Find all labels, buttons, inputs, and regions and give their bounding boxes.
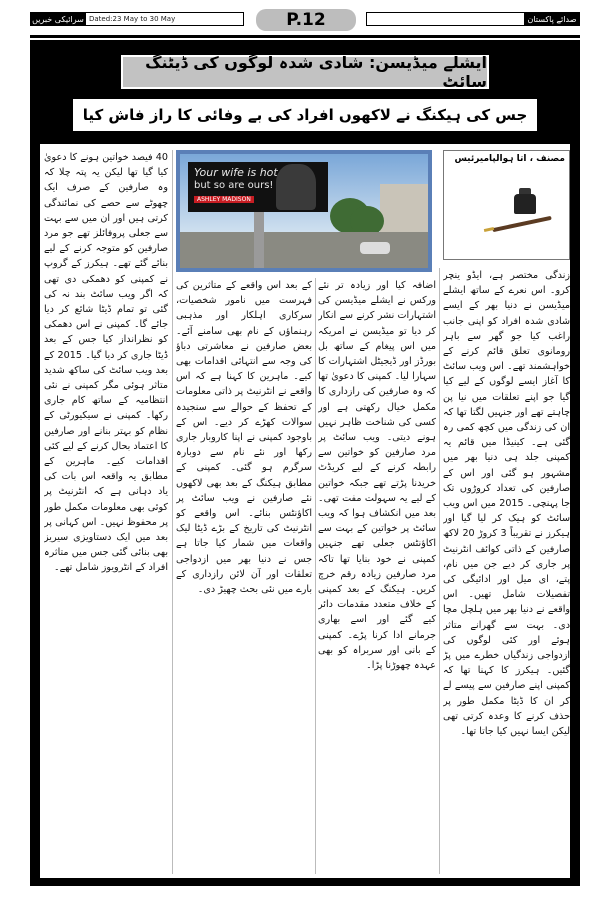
billboard-brand: ASHLEY MADISON bbox=[194, 196, 254, 203]
section-tab-left: سرائیکی خبریں bbox=[30, 12, 86, 26]
article-column-4: 40 فیصد خواتین ہونے کا دعویٰ کیا گیا تھا لیکن یہ پتہ چلا کہ وہ صارفین کے صرف ایک چھوٹے سے حصے کی نمائندگی کرتی ہیں اور ان میں سے بہت سے جعلی پروفائلز تھے جو مرد صارفین کو متوجہ کرنے کے لیے بنائے گئے تھے۔ ہیکرز کے گروپ نے کمپنی کو دھمکی دی تھی کہ اگر ویب سائٹ بند نہ کی گئی تو تمام ڈیٹا شائع کر دیا جائے گا۔ کمپنی نے اس دھمکی کو نظرانداز کیا جس کے بعد ڈیٹا جاری کر دیا گیا۔ 2015 کے بعد ویب سائٹ کی ساکھ شدید متاثر ہوئی مگر کمپنی نے نئی انتظامیہ کے ساتھ کام جاری رکھا۔ کمپنی نے سیکیورٹی کے نظام کو بہتر بنانے اور صارفین کا اعتماد بحال کرنے کے لیے کئی اقدامات کیے۔ ماہرین کے مطابق یہ واقعہ اس بات کی یاد دہانی ہے کہ انٹرنیٹ پر کوئی بھی معلومات مکمل طور پر محفوظ نہیں۔ اس کہانی پر بعد میں ایک دستاویزی سیریز بھی بنائی گئی جس میں متاثرہ افراد کے انٹرویوز شامل تھے۔ bbox=[44, 152, 168, 574]
article-photo bbox=[176, 150, 432, 272]
header-left-strip bbox=[30, 12, 244, 26]
column-divider bbox=[172, 150, 173, 874]
page-number: P.12 bbox=[256, 9, 356, 31]
section-tab-right: صدائے پاکستان bbox=[524, 12, 580, 26]
article-column-3: کے بعد اس واقعے کے متاثرین کی فہرست میں نامور شخصیات، سرکاری اہلکار اور مذہبی رہنماؤں کے نام بھی سامنے آئے۔ بعض صارفین نے معاشرتی دباؤ کی وجہ سے انتہائی اقدامات بھی کیے۔ ماہرین کا کہنا ہے کہ اس واقعے نے انٹرنیٹ پر ذاتی معلومات کے تحفظ کے حوالے سے سنجیدہ سوالات کھڑے کر دیے۔ اس کے باوجود کمپنی نے اپنا کاروبار جاری رکھا اور نئے نام سے دوبارہ سرگرم ہو گئی۔ کمپنی کے مطابق ہیکنگ کے بعد بھی لاکھوں نئے صارفین نے ویب سائٹ پر اکاؤنٹس بنائے۔ اس واقعے کو انٹرنیٹ کی تاریخ کے بڑے ڈیٹا لیک واقعات میں شمار کیا جاتا ہے جس نے دنیا بھر میں ازدواجی تعلقات اور آن لائن رازداری کے بارے میں نئی بحث چھیڑ دی۔ bbox=[176, 280, 312, 596]
column-divider bbox=[315, 278, 316, 874]
billboard-figure bbox=[276, 164, 316, 210]
billboard-pole bbox=[254, 212, 264, 268]
subheadline: جس کی ہیکنگ نے لاکھوں افراد کی بے وفائی کا راز فاش کیا bbox=[82, 106, 528, 124]
header-rule bbox=[30, 35, 580, 38]
header-right-strip bbox=[366, 12, 580, 26]
photo-car bbox=[360, 242, 390, 254]
article-column-1: زندگی مختصر ہے، ایڈو ینچر کرو۔ اس نعرے کے ساتھ ایشلے میڈیسن نے دنیا بھر کے ایسے شادی شدہ افراد کو اپنی جانب راغب کیا جو گھر سے باہر رومانوی تعلق قائم کرنے کے خواہشمند تھے۔ اس ویب سائٹ کا آغاز ایسے لوگوں کے لیے کیا گیا جو اپنے تعلقات میں نیا پن چاہتے تھے اور جنہیں لگتا تھا کہ ان کی زندگی میں کچھ کمی رہ گئی ہے۔ کینیڈا میں قائم یہ کمپنی جلد ہی دنیا بھر میں مشہور ہو گئی اور اس کے صارفین کی تعداد کروڑوں تک جا پہنچی۔ 2015 میں اس ویب سائٹ کو ہیک کر لیا گیا اور ہیکرز نے تقریباً 3 کروڑ 20 لاکھ صارفین کے ذاتی کوائف انٹرنیٹ پر جاری کر دیے جن میں نام، پتے، ای میل اور ادائیگی کی تفصیلات شامل تھیں۔ اس واقعے نے دنیا بھر میں ہلچل مچا دی۔ بہت سے گھرانے متاثر ہوئے اور کئی لوگوں کی ازدواجی زندگیاں خطرے میں پڑ گئیں۔ ہیکرز کا کہنا تھا کہ کمپنی اپنے صارفین سے پیسے لے کر ان کا ڈیٹا مکمل طور پر حذف کرنے کا وعدہ کرتی تھی لیکن ایسا نہیں کیا جاتا تھا۔ bbox=[443, 270, 570, 738]
subheadline-banner bbox=[70, 96, 540, 134]
billboard-line-2: but so are ours! bbox=[194, 180, 274, 191]
headline-banner bbox=[121, 55, 489, 89]
inkwell-icon bbox=[514, 194, 536, 214]
headline: ایشلے میڈیسن: شادی شدہ لوگوں کی ڈیٹنگ سائٹ bbox=[145, 53, 487, 91]
column-divider bbox=[439, 268, 440, 874]
article-column-2: اضافہ کیا اور زیادہ تر نئے ورکس نے ایشلے میڈیسن کی اشتہارات نشر کرنے سے انکار کر دیا تو میڈیسن نے امریکہ میں اس پیغام کے ساتھ بل بورڈز اور ڈیجیٹل اشتہارات کا سہارا لیا۔ کمپنی کا دعویٰ تھا کہ وہ صارفین کی رازداری کا مکمل خیال رکھتی ہے اور کسی کی شناخت ظاہر نہیں ہونے دیتی۔ ویب سائٹ پر مرد صارفین کو خواتین سے رابطہ کرنے کے لیے کریڈٹ خریدنا پڑتے تھے جبکہ خواتین کے لیے یہ سہولت مفت تھی۔ بعد میں انکشاف ہوا کہ ویب سائٹ پر خواتین کے بہت سے اکاؤنٹس جعلی تھے جنہیں کمپنی نے خود بنایا تھا تاکہ مرد صارفین زیادہ رقم خرچ کریں۔ ہیکنگ کے بعد کمپنی کے خلاف متعدد مقدمات دائر کیے گئے اور اسے بھاری جرمانے ادا کرنا پڑے۔ کمپنی کے بانی اور سربراہ کو بھی عہدہ چھوڑنا پڑا۔ bbox=[318, 280, 436, 672]
photo-road bbox=[180, 232, 428, 268]
issue-date: Dated:23 May to 30 May bbox=[89, 15, 176, 23]
billboard-line-1: Your wife is hot bbox=[194, 166, 278, 179]
author-box bbox=[443, 150, 570, 260]
author-label: مصنف ، اتا ہوالپامیرئیس bbox=[454, 154, 565, 164]
